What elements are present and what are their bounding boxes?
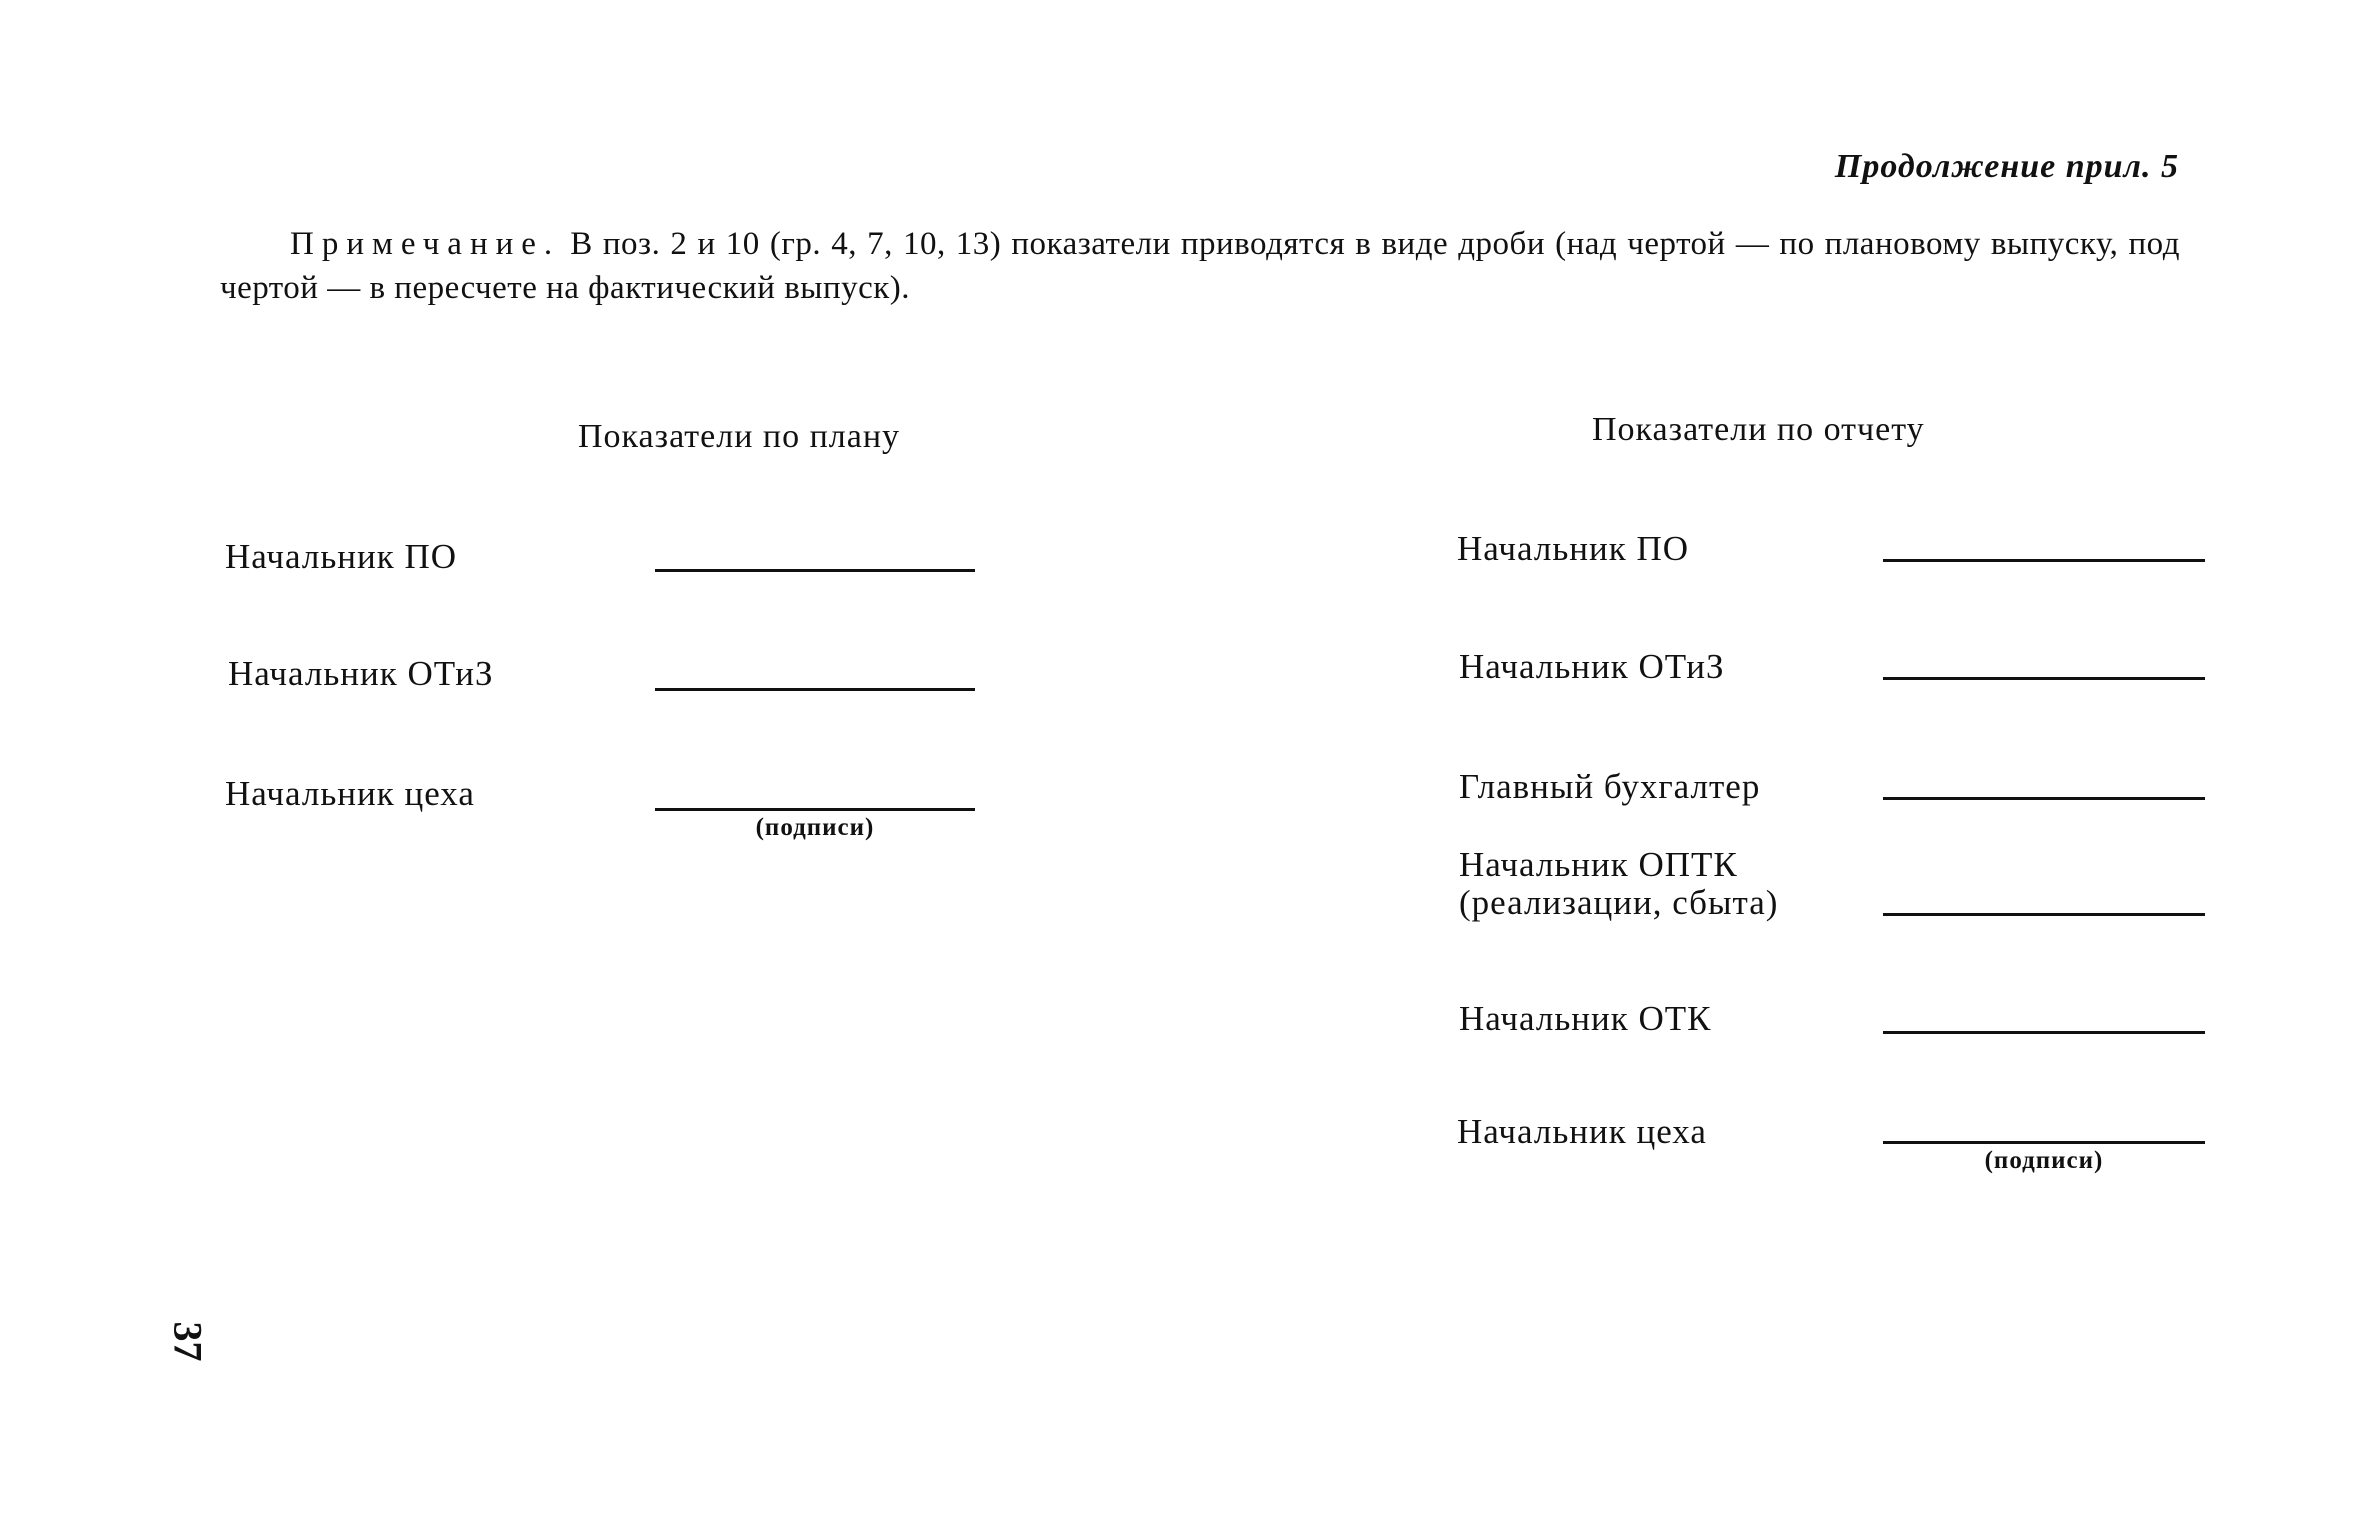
report-signatory-chief-accountant: Главный бухгалтер (1459, 767, 1761, 806)
plan-signature-line-po (655, 569, 975, 572)
report-signatures-caption: (подписи) (1984, 1147, 2104, 1174)
report-signatory-shop: Начальник цеха (1457, 1112, 1707, 1151)
plan-signatory-shop: Начальник цеха (225, 774, 475, 813)
report-signature-line-optk (1883, 913, 2205, 916)
report-signature-line-shop (1883, 1141, 2205, 1144)
note-label: Примечание. (290, 226, 561, 262)
plan-signatory-po: Начальник ПО (225, 537, 458, 576)
report-signature-line-otiz (1883, 677, 2205, 680)
report-signatory-optk: Начальник ОПТК (реализации, сбыта) (1459, 845, 1779, 922)
report-signatory-otk: Начальник ОТК (1459, 999, 1712, 1038)
continuation-heading: Продолжение прил. 5 (1834, 148, 2179, 185)
report-column-title: Показатели по отчету (1592, 411, 1925, 448)
page-number: 37 (165, 1321, 211, 1362)
report-signature-line-otk (1883, 1031, 2205, 1034)
report-signature-line-chief-accountant (1883, 797, 2205, 800)
report-signatory-otiz: Начальник ОТиЗ (1459, 647, 1725, 686)
plan-signature-line-otiz (655, 688, 975, 691)
note-paragraph (220, 222, 2180, 310)
plan-signature-line-shop (655, 808, 975, 811)
plan-signatures-caption: (подписи) (755, 814, 875, 841)
plan-signatory-otiz: Начальник ОТиЗ (228, 654, 494, 693)
note-text: В поз. 2 и 10 (гр. 4, 7, 10, 13) показатели приводятся в виде дроби (над чертой — по плановому выпуску, под чертой — в пересчете на фактический выпуск). (220, 226, 2180, 306)
report-signature-line-po (1883, 559, 2205, 562)
report-signatory-po: Начальник ПО (1457, 529, 1690, 568)
plan-column-title: Показатели по плану (578, 418, 901, 455)
